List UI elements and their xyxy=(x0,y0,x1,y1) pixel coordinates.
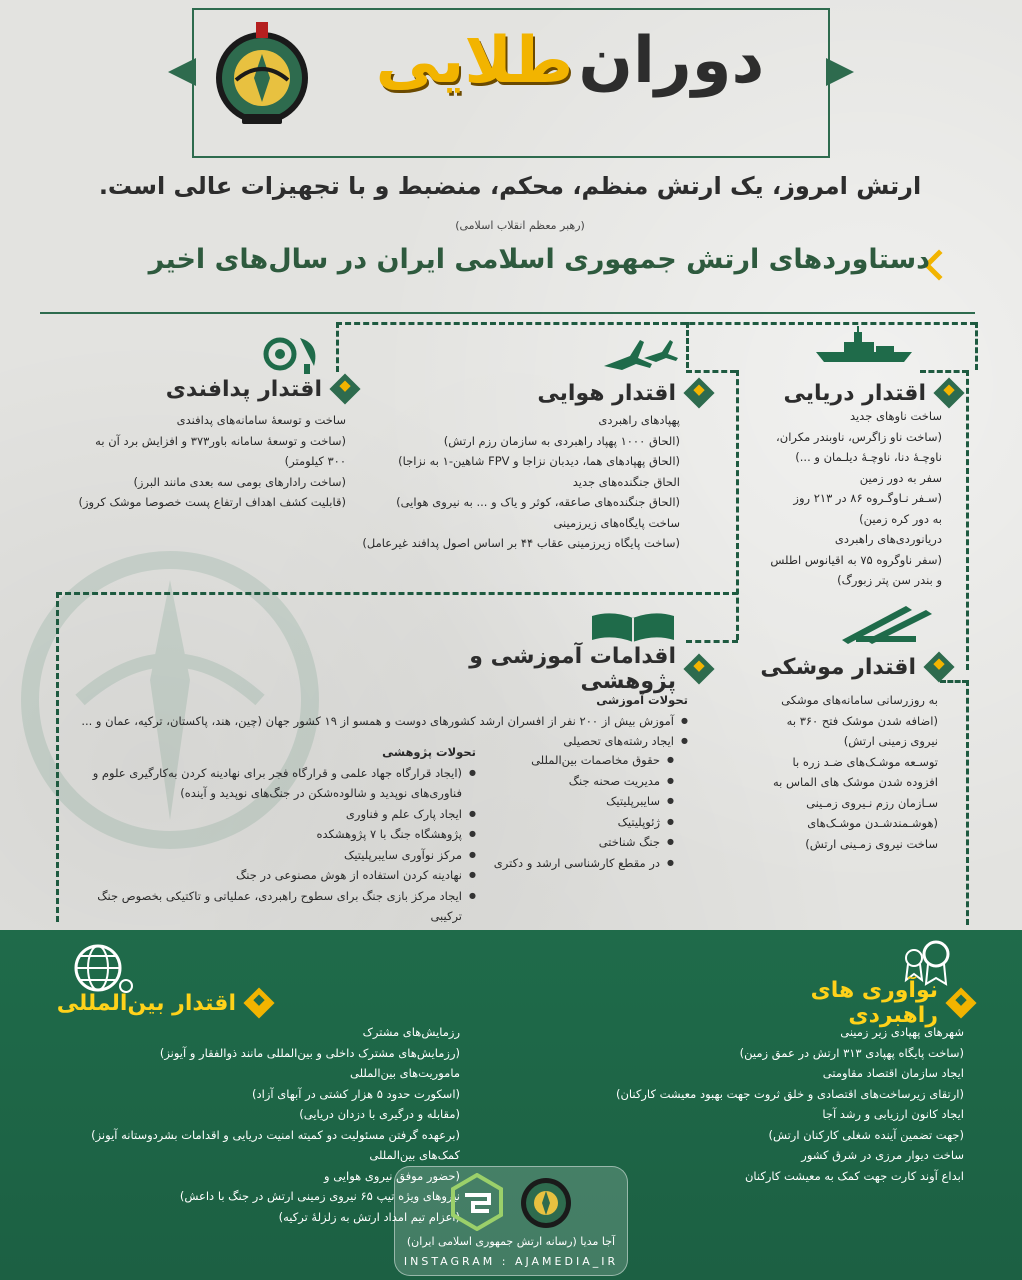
international-line: رزمایش‌های مشترک xyxy=(362,1025,460,1039)
research-item: ● نهادینه کردن استفاده از هوش مصنوعی در جنگ xyxy=(64,865,476,886)
research-item: ● مرکز نوآوری سایبرپلیتیک xyxy=(64,845,476,866)
divider-naval-right xyxy=(920,370,968,373)
international-line: نیروهای ویژه تیپ ۶۵ نیروی زمینی ارتش در جنگ با داعش) xyxy=(179,1189,460,1203)
innovation-section-header xyxy=(740,978,972,1028)
diamond-bullet-icon xyxy=(923,651,954,682)
fighter-jets-icon xyxy=(600,336,680,376)
divider-left-vertical xyxy=(56,592,59,922)
air-line: پهپادهای راهبردی xyxy=(598,413,680,427)
missile-launcher-icon xyxy=(836,600,936,644)
innovation-line: (جهت تضمین آینده شغلی کارکنان ارتش) xyxy=(768,1127,964,1142)
diamond-bullet-icon xyxy=(945,987,976,1018)
innovation-line: (ارتقای زیرساخت‌های اقتصادی و خلق ثروت جهت بهبود معیشت کارکنان) xyxy=(616,1086,964,1101)
naval-line: و بندر سن پتر زبورگ) xyxy=(837,573,942,587)
missile-section-header xyxy=(750,650,950,684)
innovation-line: ایجاد کانون ارزیابی و رشد آجا xyxy=(822,1107,964,1121)
field-item: ● مدیریت صحنه جنگ xyxy=(480,771,674,792)
footer-instagram[interactable]: INSTAGRAM : AJAMEDIA_IR xyxy=(403,1255,619,1268)
divider-middle-vertical xyxy=(736,370,739,640)
education-fields-list xyxy=(480,750,688,873)
title-dark-word: دوران xyxy=(578,24,765,98)
section-subtitle: دستاوردهای ارتش جمهوری اسلامی ایران در سال‌های اخیر xyxy=(148,244,930,275)
education-item: ● ایجاد رشته‌های تحصیلی xyxy=(64,731,688,752)
naval-line: سفر به دور زمین xyxy=(859,470,942,485)
divider-middle-horizontal xyxy=(56,592,738,595)
education-heading: تحولات آموزشی xyxy=(596,693,688,707)
international-line: ماموریت‌های بین‌المللی xyxy=(349,1066,460,1080)
innovation-line: ساخت دیوار مرزی در شرق کشور xyxy=(801,1148,964,1162)
air-line: (الحاق پهپادهای هما، دیدبان نزاجا و FPV شاهین-۱ به نزاجا) xyxy=(398,454,680,468)
missile-line: (هوشـمندشـدن موشـک‌های xyxy=(807,816,938,830)
field-item: ● سایبرپلیتیک xyxy=(480,791,674,812)
air-line: الحاق جنگنده‌های جدید xyxy=(572,474,680,489)
education-section-header xyxy=(390,644,710,694)
naval-section-body xyxy=(742,406,942,591)
innovation-title: نوآوری های راهبردی xyxy=(810,978,938,1028)
subtitle-underline xyxy=(40,312,975,314)
defense-section-body xyxy=(70,410,346,513)
naval-line: (سفر ناوگروه ۷۵ به اقیانوس اطلس xyxy=(770,552,942,567)
divider-edu-link xyxy=(686,640,738,643)
international-line: (برعهده گرفتن مسئولیت دو کمیته امنیت دریایی و اقدامات بشردوستانه آیونز) xyxy=(91,1127,460,1142)
international-line: (حضور موفق نیروی هوایی و xyxy=(324,1168,460,1183)
naval-section-header xyxy=(760,376,960,410)
naval-title: اقتدار دریایی xyxy=(783,380,926,406)
international-section-header xyxy=(50,986,270,1020)
air-line: (الحاق جنگنده‌های صاعقه، کوثر و یاک و ... به نیروی هوایی) xyxy=(396,495,680,509)
divider-right-lower xyxy=(966,680,969,925)
missile-line: ساخت نیروی زمـینی ارتش) xyxy=(805,836,938,851)
air-section-header xyxy=(500,376,710,410)
warship-icon xyxy=(814,326,914,366)
title-gold-word: طلایی xyxy=(375,24,574,98)
air-line: ساخت پایگاه‌های زیرزمینی xyxy=(553,515,680,530)
field-item: ● در مقطع کارشناسی ارشد و دکتری xyxy=(480,853,674,874)
diamond-bullet-icon xyxy=(683,377,714,408)
missile-section-body xyxy=(742,690,938,854)
air-line: (ساخت پایگاه زیرزمینی عقاب ۴۴ بر اساس اصول پدافند غیرعامل) xyxy=(362,536,680,550)
page-title xyxy=(330,24,810,144)
defense-line: (قابلیت کشف اهداف ارتفاع پست خصوصا موشک کروز) xyxy=(78,495,346,509)
naval-line: (سـفر نـاوگـروه ۸۶ در ۲۱۳ روز xyxy=(793,491,942,505)
research-item: ● پژوهشگاه جنگ با ۷ پژوهشکده xyxy=(64,824,476,845)
naval-line: (ساخت ناو زاگرس، ناوبندر مکران، xyxy=(776,429,942,444)
missile-line: نیروی زمینی ارتش) xyxy=(843,734,938,748)
ajamedia-logo-icon xyxy=(451,1173,503,1231)
divider-right-top xyxy=(975,322,978,370)
slogan-source: (رهبر معظم انقلاب اسلامی) xyxy=(455,219,585,232)
army-footer-emblem-icon xyxy=(519,1173,573,1233)
research-heading: تحولات پژوهشی xyxy=(382,745,476,759)
diamond-bullet-icon xyxy=(329,373,360,404)
international-line: (رزمایش‌های مشترک داخلی و بین‌المللی مانند ذوالفقار و آیونز) xyxy=(159,1045,460,1060)
education-title: اقدامات آموزشی و پژوهشی xyxy=(469,644,676,694)
slogan-quote: ارتش امروز، یک ارتش منظم، محکم، منضبط و با تجهیزات عالی است. xyxy=(98,172,922,200)
diamond-bullet-icon xyxy=(243,987,274,1018)
innovation-line: ایجاد سازمان اقتصاد مقاومتی xyxy=(822,1066,964,1080)
footer-agency: آجا مدیا (رسانه ارتش جمهوری اسلامی ایران) xyxy=(406,1235,616,1248)
international-line: (اعزام تیم امداد ارتش به زلزلهٔ ترکیه) xyxy=(278,1209,460,1224)
defense-section-header xyxy=(160,372,356,406)
naval-line: به دور کره زمین) xyxy=(859,511,942,526)
defense-line: (ساخت و توسعهٔ سامانه باور۳۷۳ و افزایش برد آن به xyxy=(95,433,346,448)
innovation-line: (ساخت پایگاه پهپادی ۳۱۳ ارتش در عمق زمین) xyxy=(739,1045,964,1060)
open-book-icon xyxy=(590,610,676,644)
innovation-line: شهرهای پهپادی زیر زمینی xyxy=(840,1025,964,1039)
missile-line: توسـعه موشـک‌های ضـد زره با xyxy=(792,754,938,769)
naval-line: ناوچـۀ دنا، ناوچـۀ دیلـمان و ...) xyxy=(795,450,942,464)
air-section-body xyxy=(330,410,680,554)
diamond-bullet-icon xyxy=(933,377,964,408)
field-item: ● حقوق مخاصمات بین‌المللی xyxy=(480,750,674,771)
research-item: ● ایجاد مرکز بازی جنگ برای سطوح راهبردی، عملیاتی و تاکتیکی بخصوص جنگ ترکیبی xyxy=(64,886,476,927)
defense-title: اقتدار پدافندی xyxy=(165,376,322,402)
divider-top xyxy=(336,322,976,325)
missile-line: به روزرسانی سامانه‌های موشکی xyxy=(781,693,938,707)
defense-line: (ساخت رادارهای بومی سه بعدی مانند البرز) xyxy=(133,474,346,489)
innovation-section-body xyxy=(560,1022,964,1186)
field-item: ● ژئوپلیتیک xyxy=(480,812,674,833)
missile-line: افزوده شدن موشک های الماس به xyxy=(773,775,938,789)
divider-mid-top xyxy=(686,322,689,368)
field-item: ● جنگ شناختی xyxy=(480,832,674,853)
naval-line: ساخت ناوهای جدید xyxy=(849,409,942,423)
air-title: اقتدار هوایی xyxy=(537,380,676,406)
footer-card xyxy=(394,1166,628,1276)
missile-title: اقتدار موشکی xyxy=(760,654,916,680)
research-section-body xyxy=(64,742,476,927)
international-line: (مقابله و درگیری با دزدان دریایی) xyxy=(299,1107,460,1121)
diamond-bullet-icon xyxy=(683,653,714,684)
divider-right-vertical xyxy=(966,370,969,670)
army-emblem-icon xyxy=(212,18,312,138)
radar-icon xyxy=(262,330,322,376)
international-line: (اسکورت حدود ۵ هزار کشتی در آبهای آزاد) xyxy=(252,1086,460,1101)
defense-line: ساخت و توسعهٔ سامانه‌های پدافندی xyxy=(176,413,346,427)
missile-line: (اضافه شدن موشک فتح ۳۶۰ به xyxy=(786,713,938,728)
naval-line: دریانوردی‌های راهبردی xyxy=(834,532,942,546)
education-item: ● آموزش بیش از ۲۰۰ نفر از افسران ارشد کشورهای دوست و همسو از ۱۹ کشور جهان (چین، هند، پاکستان، ترکیه، عمان و ... xyxy=(64,711,688,732)
research-item: ● (ایجاد قرارگاه جهاد علمی و قرارگاه فجر برای نهادینه کردن به‌کارگیری علوم و فناوری‌های نوپدید و شالوده‌شکن در جنگ‌های نوپدید و آینده) xyxy=(64,763,476,804)
divider-naval-link xyxy=(686,370,736,373)
research-item: ● ایجاد پارک علم و فناوری xyxy=(64,804,476,825)
innovation-line: ابداع آوند کارت جهت کمک به معیشت کارکنان xyxy=(744,1168,964,1183)
defense-line: ۳۰۰ کیلومتر) xyxy=(284,454,346,468)
air-line: (الحاق ۱۰۰۰ پهپاد راهبردی به سازمان رزم ارتش) xyxy=(443,433,680,448)
divider-left-top xyxy=(336,322,339,372)
international-title: اقتدار بین‌المللی xyxy=(56,990,236,1016)
international-line: کمک‌های بین‌المللی xyxy=(369,1148,460,1162)
missile-line: سـازمان رزم نـیروی زمـینی xyxy=(806,795,938,810)
